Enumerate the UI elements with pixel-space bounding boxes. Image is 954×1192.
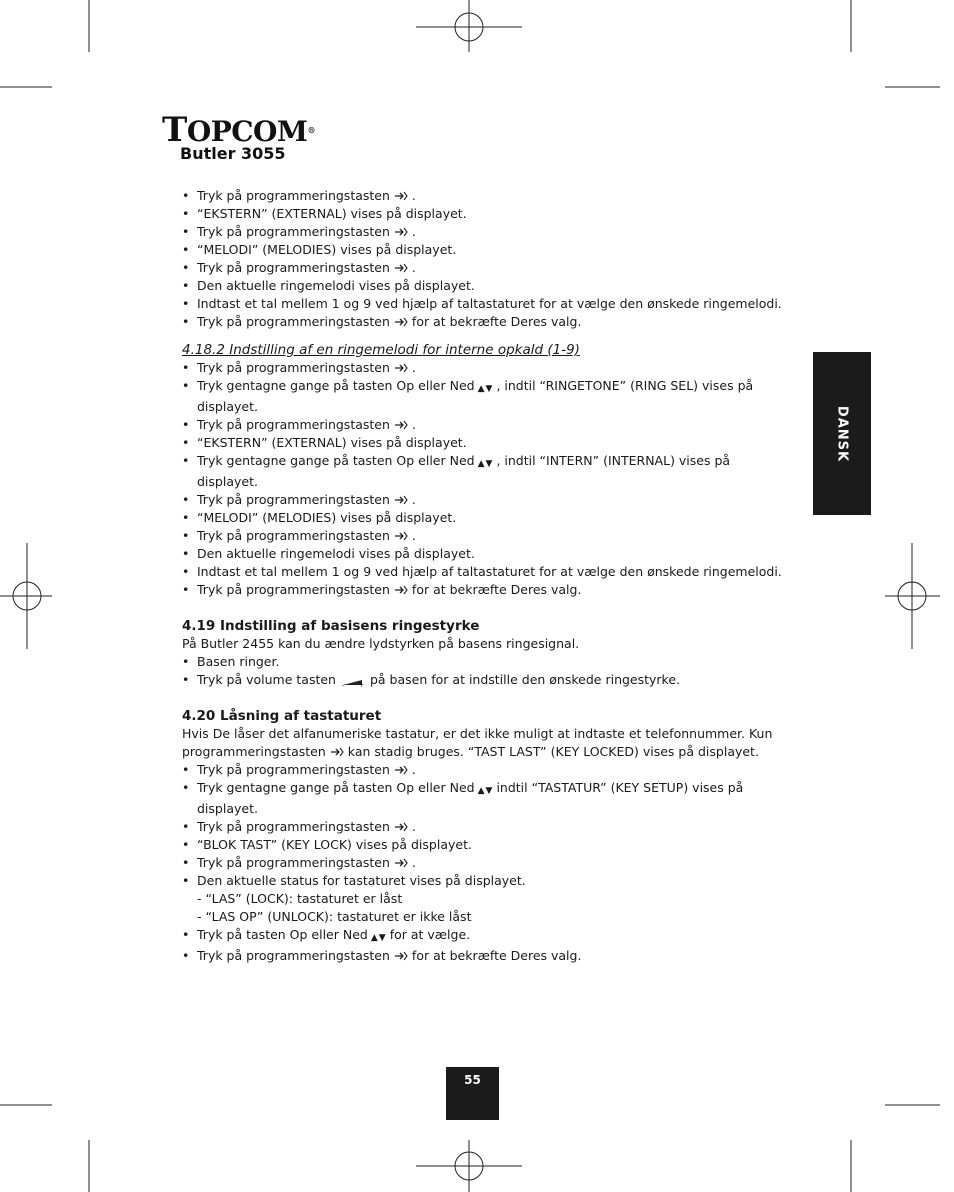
heading-4-18-2: 4.18.2 Indstilling af en ringemelodi for interne opkald (1-9) [182,342,580,358]
enter-arrow-icon [330,746,344,758]
list-item: • Tryk på programmeringstasten for at bekræfte Deres valg. [182,947,782,965]
section-b-list [182,359,782,599]
enter-arrow-icon [394,262,408,274]
language-tab: DANSK [813,352,871,515]
list-item: • Tryk på programmeringstasten . [182,761,782,779]
list-item: • “EKSTERN” (EXTERNAL) vises på displayet. [182,434,782,452]
list-item: • Tryk på programmeringstasten . [182,527,782,545]
list-item: • Tryk på volume tasten - + på basen for at indstille den ønskede ringestyrke. [182,671,782,689]
list-item: • “BLOK TAST” (KEY LOCK) vises på displayet. [182,836,782,854]
list-item: • Tryk på programmeringstasten . [182,818,782,836]
enter-arrow-icon [394,226,408,238]
heading-4-20: 4.20 Låsning af tastaturet [182,708,382,724]
list-item: • Tryk på programmeringstasten . [182,416,782,434]
list-item: • Den aktuelle ringemelodi vises på displayet. [182,277,782,295]
list-item: • Tryk gentagne gange på tasten Op eller Ned ▲▼ , indtil “RINGETONE” (RING SEL) vises på displayet. [182,377,782,416]
brand-logo: TOPCOM® [162,110,315,150]
section-a-list [182,187,782,331]
up-down-triangle-icon: ▲▼ [370,933,387,943]
list-item: • Tryk gentagne gange på tasten Op eller Ned ▲▼ indtil “TASTATUR” (KEY SETUP) vises på displayet. [182,779,782,818]
volume-slider-icon [342,675,364,687]
list-item: • “MELODI” (MELODIES) vises på displayet. [182,241,782,259]
list-item: • “MELODI” (MELODIES) vises på displayet. [182,509,782,527]
enter-arrow-icon [394,494,408,506]
list-item: • Tryk på tasten Op eller Ned ▲▼ for at vælge. [182,926,782,947]
enter-arrow-icon [394,821,408,833]
up-down-triangle-icon: ▲▼ [477,786,494,796]
list-item: • Basen ringer. [182,653,782,671]
enter-arrow-icon [394,950,408,962]
section-420-intro: Hvis De låser det alfanumeriske tastatur, er det ikke muligt at indtaste et telefonnummer. Kun programmeringstasten kan stadig bruges. “TAST LAST” (KEY LOCKED) vises på displayet. [182,726,773,759]
list-item: • Den aktuelle status for tastaturet vises på displayet. - “LAS” (LOCK): tastaturet er låst - “LAS OP” (UNLOCK): tastaturet er ikke låst [182,872,782,926]
list-item: • Tryk på programmeringstasten . [182,187,782,205]
enter-arrow-icon [394,530,408,542]
list-item: • Indtast et tal mellem 1 og 9 ved hjælp af taltastaturet for at vælge den ønskede ringemelodi. [182,563,782,581]
up-down-triangle-icon: ▲▼ [477,384,494,394]
manual-content [182,187,782,965]
enter-arrow-icon [394,190,408,202]
enter-arrow-icon [394,316,408,328]
enter-arrow-icon [394,764,408,776]
list-item: • Tryk på programmeringstasten for at bekræfte Deres valg. [182,581,782,599]
section-419-intro: På Butler 2455 kan du ændre lydstyrken på basens ringesignal. [182,636,580,651]
model-name: Butler 3055 [180,144,286,163]
list-item: • Tryk på programmeringstasten . [182,259,782,277]
list-item: • “EKSTERN” (EXTERNAL) vises på displayet. [182,205,782,223]
svg-text:-: - [341,682,345,687]
list-item: • Tryk på programmeringstasten . [182,223,782,241]
enter-arrow-icon [394,857,408,869]
enter-arrow-icon [394,419,408,431]
list-item: • Tryk på programmeringstasten . [182,359,782,377]
enter-arrow-icon [394,584,408,596]
list-item: • Tryk gentagne gange på tasten Op eller Ned ▲▼ , indtil “INTERN” (INTERNAL) vises på displayet. [182,452,782,491]
section-419-list [182,653,782,689]
list-item: • Tryk på programmeringstasten for at bekræfte Deres valg. [182,313,782,331]
svg-text:+: + [358,682,364,687]
section-420-list [182,761,782,965]
up-down-triangle-icon: ▲▼ [477,459,494,469]
list-item: • Tryk på programmeringstasten . [182,491,782,509]
list-item: • Den aktuelle ringemelodi vises på displayet. [182,545,782,563]
heading-4-19: 4.19 Indstilling af basisens ringestyrke [182,618,480,634]
list-item: • Tryk på programmeringstasten . [182,854,782,872]
page-number: 55 [446,1067,499,1120]
list-item: • Indtast et tal mellem 1 og 9 ved hjælp af taltastaturet for at vælge den ønskede ringemelodi. [182,295,782,313]
enter-arrow-icon [394,362,408,374]
